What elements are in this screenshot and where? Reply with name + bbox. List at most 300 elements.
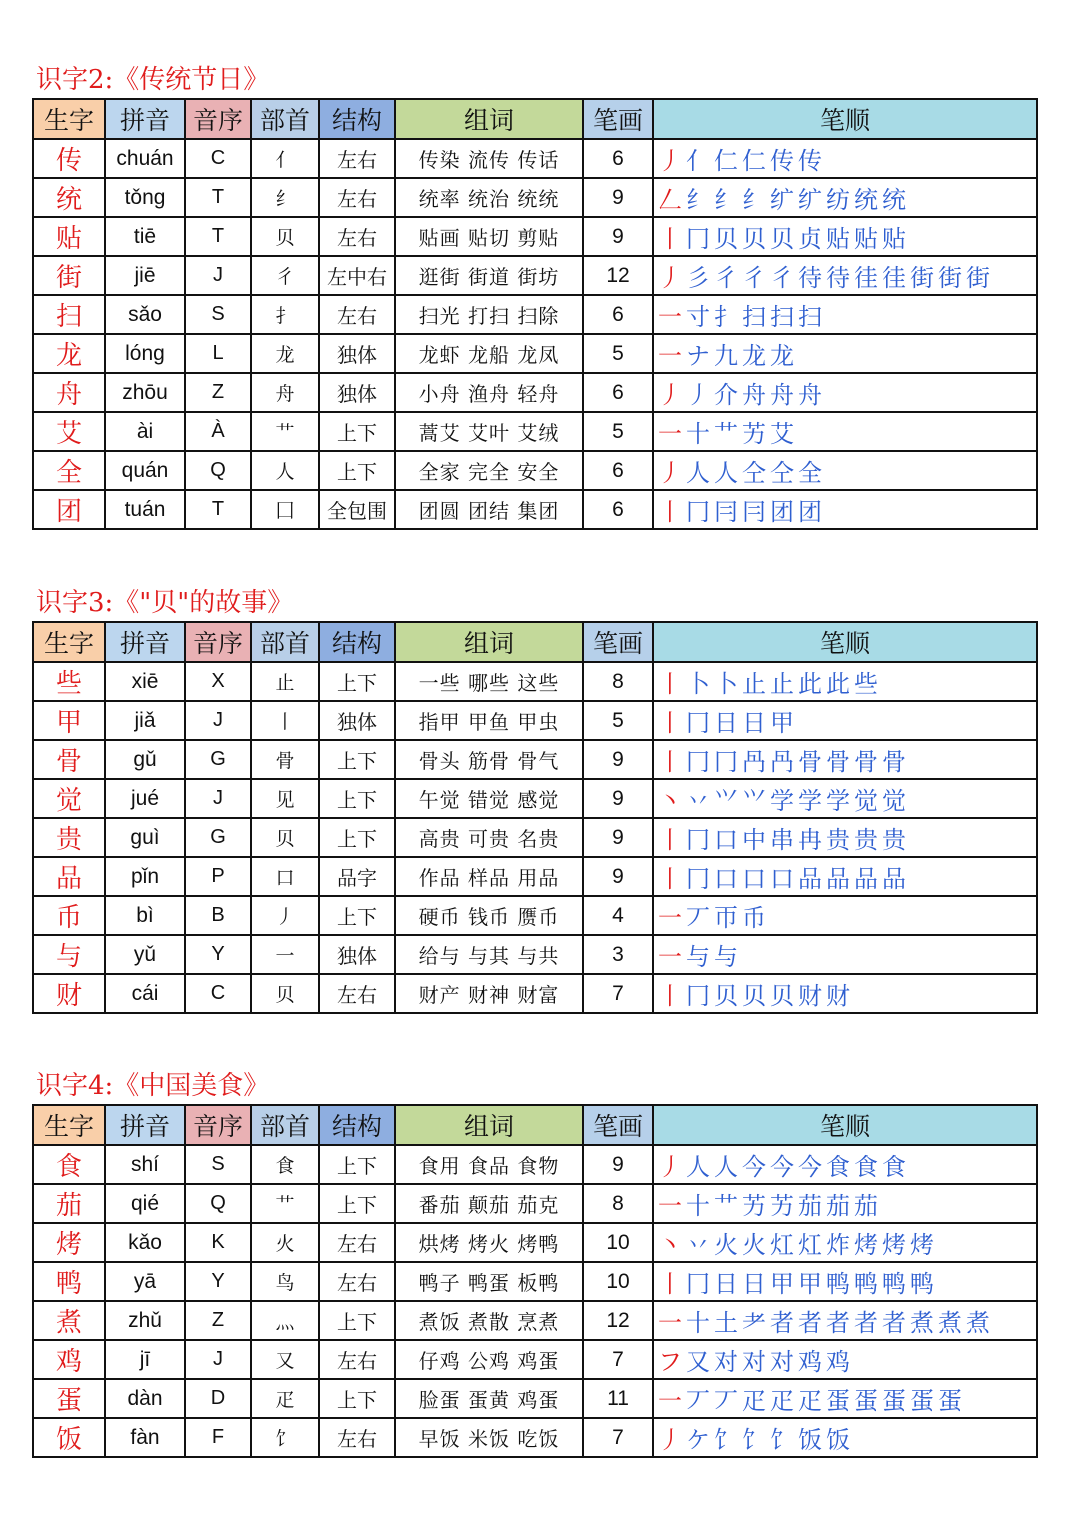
cell-order: G — [185, 818, 251, 857]
cell-strokes: 5 — [583, 701, 653, 740]
cell-char: 煮 — [33, 1301, 105, 1340]
table-row — [33, 295, 1037, 334]
stroke-step: 彡 — [686, 264, 710, 292]
cell-order: J — [185, 256, 251, 295]
table-row — [33, 896, 1037, 935]
stroke-step: 冂 — [686, 225, 710, 253]
stroke-step: 者 — [770, 1309, 794, 1337]
stroke-step: 扫 — [742, 303, 766, 331]
stroke-step: 纩 — [798, 186, 822, 214]
stroke-step: ⺍ — [714, 787, 738, 815]
cell-pinyin: chuán — [105, 139, 185, 178]
cell-words: 财产 财神 财富 — [395, 974, 583, 1013]
stroke-step: 仁 — [714, 147, 738, 175]
stroke-step: 帀 — [714, 904, 738, 932]
stroke-step: 团 — [798, 498, 822, 526]
stroke-step: 冂 — [686, 748, 710, 776]
section-2 — [32, 585, 1036, 1014]
stroke-step: 十 — [686, 420, 710, 448]
cell-order: D — [185, 1379, 251, 1418]
stroke-step: 与 — [686, 943, 710, 971]
stroke-step: 甲 — [770, 1270, 794, 1298]
vocab-table — [32, 1104, 1038, 1458]
cell-pinyin: quán — [105, 451, 185, 490]
cell-structure: 左右 — [319, 1223, 395, 1262]
stroke-step: 学 — [826, 787, 850, 815]
vocab-table — [32, 98, 1038, 530]
table-header-row — [33, 1105, 1037, 1145]
stroke-step: 冂 — [686, 498, 710, 526]
stroke-step: 贵 — [826, 826, 850, 854]
cell-sequence — [653, 256, 1037, 295]
cell-words: 午觉 错觉 感觉 — [395, 779, 583, 818]
stroke-step: 一 — [658, 303, 682, 331]
cell-char: 鸭 — [33, 1262, 105, 1301]
cell-radical: 贝 — [251, 217, 319, 256]
stroke-step: 冂 — [714, 748, 738, 776]
cell-strokes: 6 — [583, 139, 653, 178]
stroke-step: 茄 — [854, 1192, 878, 1220]
stroke-step: 丿 — [658, 1426, 682, 1454]
stroke-step: 贝 — [742, 982, 766, 1010]
cell-order: F — [185, 1418, 251, 1457]
cell-radical: 艹 — [251, 412, 319, 451]
table-row — [33, 974, 1037, 1013]
stroke-step: 冂 — [686, 709, 710, 737]
stroke-step: 者 — [854, 1309, 878, 1337]
stroke-step: 十 — [686, 1309, 710, 1337]
cell-sequence — [653, 1184, 1037, 1223]
stroke-step: 仁 — [742, 147, 766, 175]
stroke-step: 烤 — [882, 1231, 906, 1259]
cell-char: 贴 — [33, 217, 105, 256]
cell-char: 蛋 — [33, 1379, 105, 1418]
table-row — [33, 451, 1037, 490]
stroke-step: 口 — [742, 865, 766, 893]
cell-pinyin: lóng — [105, 334, 185, 373]
cell-char: 甲 — [33, 701, 105, 740]
cell-pinyin: gǔ — [105, 740, 185, 779]
cell-order: J — [185, 779, 251, 818]
stroke-step: 骨 — [882, 748, 906, 776]
cell-sequence — [653, 779, 1037, 818]
cell-structure: 左右 — [319, 1262, 395, 1301]
cell-structure: 左中右 — [319, 256, 395, 295]
table-row — [33, 178, 1037, 217]
header-sequence: 笔顺 — [653, 622, 1037, 662]
stroke-step: 待 — [798, 264, 822, 292]
stroke-step: 饣 — [714, 1426, 738, 1454]
stroke-step: 口 — [770, 865, 794, 893]
cell-words: 高贵 可贵 名贵 — [395, 818, 583, 857]
stroke-step: 彳 — [770, 264, 794, 292]
stroke-step: 艻 — [742, 1192, 766, 1220]
cell-words: 扫光 打扫 扫除 — [395, 295, 583, 334]
cell-pinyin: guì — [105, 818, 185, 857]
table-row — [33, 935, 1037, 974]
cell-sequence — [653, 1340, 1037, 1379]
stroke-step: 对 — [742, 1348, 766, 1376]
stroke-step: 土 — [714, 1309, 738, 1337]
cell-char: 鸡 — [33, 1340, 105, 1379]
cell-pinyin: yǔ — [105, 935, 185, 974]
table-row — [33, 1223, 1037, 1262]
cell-strokes: 6 — [583, 490, 653, 529]
stroke-step: 纺 — [826, 186, 850, 214]
cell-radical: 人 — [251, 451, 319, 490]
cell-sequence — [653, 1262, 1037, 1301]
cell-strokes: 6 — [583, 295, 653, 334]
cell-words: 统率 统治 统统 — [395, 178, 583, 217]
cell-radical: 龙 — [251, 334, 319, 373]
cell-structure: 左右 — [319, 139, 395, 178]
cell-order: C — [185, 974, 251, 1013]
header-pinyin: 拼音 — [105, 99, 185, 139]
cell-strokes: 5 — [583, 334, 653, 373]
table-row — [33, 139, 1037, 178]
stroke-step: 财 — [826, 982, 850, 1010]
cell-order: T — [185, 178, 251, 217]
stroke-step: 茄 — [798, 1192, 822, 1220]
stroke-step: 饭 — [798, 1426, 822, 1454]
stroke-step: 彳 — [742, 264, 766, 292]
cell-char: 骨 — [33, 740, 105, 779]
stroke-step: 蛋 — [826, 1387, 850, 1415]
stroke-step: 人 — [686, 1153, 710, 1181]
stroke-step: 炸 — [826, 1231, 850, 1259]
stroke-step: 币 — [742, 904, 766, 932]
stroke-step: 丶 — [658, 1231, 682, 1259]
cell-words: 煮饭 煮散 烹煮 — [395, 1301, 583, 1340]
stroke-step: 丨 — [658, 498, 682, 526]
stroke-step: 贴 — [854, 225, 878, 253]
header-structure: 结构 — [319, 99, 395, 139]
stroke-step: 十 — [686, 1192, 710, 1220]
cell-structure: 左右 — [319, 974, 395, 1013]
stroke-step: 统 — [882, 186, 906, 214]
stroke-step: 丨 — [658, 748, 682, 776]
table-row — [33, 818, 1037, 857]
header-radical: 部首 — [251, 99, 319, 139]
table-row — [33, 779, 1037, 818]
header-sequence: 笔顺 — [653, 1105, 1037, 1145]
stroke-step: 火 — [742, 1231, 766, 1259]
cell-structure: 上下 — [319, 896, 395, 935]
stroke-step: 烤 — [910, 1231, 934, 1259]
table-row — [33, 1184, 1037, 1223]
table-row — [33, 256, 1037, 295]
cell-sequence — [653, 295, 1037, 334]
header-pinyin: 拼音 — [105, 1105, 185, 1145]
cell-radical: 止 — [251, 662, 319, 701]
cell-strokes: 8 — [583, 1184, 653, 1223]
stroke-step: 饣 — [770, 1426, 794, 1454]
cell-order: G — [185, 740, 251, 779]
cell-sequence — [653, 974, 1037, 1013]
stroke-step: 耂 — [742, 1309, 766, 1337]
stroke-step: 人 — [686, 459, 710, 487]
cell-structure: 左右 — [319, 178, 395, 217]
cell-pinyin: bì — [105, 896, 185, 935]
stroke-step: 骨 — [826, 748, 850, 776]
table-row — [33, 1262, 1037, 1301]
stroke-step: 食 — [854, 1153, 878, 1181]
header-order: 音序 — [185, 622, 251, 662]
cell-char: 舟 — [33, 373, 105, 412]
stroke-step: 一 — [658, 943, 682, 971]
stroke-step: ケ — [686, 1426, 710, 1454]
stroke-step: 冂 — [686, 982, 710, 1010]
stroke-step: 舟 — [798, 381, 822, 409]
cell-structure: 上下 — [319, 740, 395, 779]
stroke-step: 又 — [686, 1348, 710, 1376]
stroke-step: 丿 — [658, 1153, 682, 1181]
header-radical: 部首 — [251, 1105, 319, 1145]
stroke-step: 煮 — [938, 1309, 962, 1337]
cell-radical: 饣 — [251, 1418, 319, 1457]
cell-structure: 上下 — [319, 1301, 395, 1340]
stroke-step: 一 — [658, 1192, 682, 1220]
cell-radical: 骨 — [251, 740, 319, 779]
cell-words: 团圆 团结 集团 — [395, 490, 583, 529]
stroke-step: 灴 — [798, 1231, 822, 1259]
stroke-step: 煮 — [910, 1309, 934, 1337]
stroke-step: 一 — [658, 342, 682, 370]
stroke-step: 人 — [714, 459, 738, 487]
cell-char: 些 — [33, 662, 105, 701]
header-char: 生字 — [33, 99, 105, 139]
stroke-step: 一 — [658, 1387, 682, 1415]
cell-order: Z — [185, 1301, 251, 1340]
cell-order: J — [185, 701, 251, 740]
stroke-step: 仝 — [770, 459, 794, 487]
stroke-step: 龙 — [742, 342, 766, 370]
cell-char: 统 — [33, 178, 105, 217]
cell-strokes: 12 — [583, 1301, 653, 1340]
header-char: 生字 — [33, 622, 105, 662]
stroke-step: 冂 — [686, 865, 710, 893]
cell-pinyin: dàn — [105, 1379, 185, 1418]
stroke-step: 一 — [658, 904, 682, 932]
cell-structure: 上下 — [319, 818, 395, 857]
stroke-step: 冂 — [686, 1270, 710, 1298]
stroke-step: 冎 — [742, 748, 766, 776]
cell-pinyin: tiē — [105, 217, 185, 256]
section-title: 识字4:《中国美食》 — [36, 1071, 270, 1101]
stroke-step: 扌 — [714, 303, 738, 331]
table-row — [33, 701, 1037, 740]
cell-pinyin: ài — [105, 412, 185, 451]
cell-words: 小舟 渔舟 轻舟 — [395, 373, 583, 412]
cell-order: B — [185, 896, 251, 935]
cell-sequence — [653, 1418, 1037, 1457]
cell-char: 财 — [33, 974, 105, 1013]
cell-order: Q — [185, 1184, 251, 1223]
stroke-step: 贴 — [882, 225, 906, 253]
cell-char: 饭 — [33, 1418, 105, 1457]
table-row — [33, 740, 1037, 779]
stroke-step: 贝 — [770, 982, 794, 1010]
cell-pinyin: xiē — [105, 662, 185, 701]
cell-order: L — [185, 334, 251, 373]
stroke-step: 日 — [742, 709, 766, 737]
stroke-step: 煮 — [966, 1309, 990, 1337]
stroke-step: 鸭 — [882, 1270, 906, 1298]
stroke-step: 丆 — [714, 1387, 738, 1415]
cell-words: 给与 与其 与共 — [395, 935, 583, 974]
stroke-step: 此 — [826, 670, 850, 698]
header-char: 生字 — [33, 1105, 105, 1145]
table-row — [33, 1145, 1037, 1184]
stroke-step: 丿 — [658, 147, 682, 175]
stroke-step: 蛋 — [910, 1387, 934, 1415]
stroke-step: 一 — [658, 1309, 682, 1337]
cell-pinyin: kǎo — [105, 1223, 185, 1262]
stroke-step: 贞 — [798, 225, 822, 253]
cell-strokes: 7 — [583, 1418, 653, 1457]
cell-order: J — [185, 1340, 251, 1379]
cell-char: 街 — [33, 256, 105, 295]
stroke-step: 中 — [742, 826, 766, 854]
cell-sequence — [653, 935, 1037, 974]
cell-radical: 艹 — [251, 1184, 319, 1223]
cell-structure: 上下 — [319, 1379, 395, 1418]
cell-strokes: 3 — [583, 935, 653, 974]
stroke-step: 仝 — [742, 459, 766, 487]
stroke-step: 丨 — [658, 1270, 682, 1298]
stroke-step: 骨 — [854, 748, 878, 776]
stroke-step: 亻 — [686, 147, 710, 175]
cell-strokes: 4 — [583, 896, 653, 935]
stroke-step: 今 — [798, 1153, 822, 1181]
stroke-step: 财 — [798, 982, 822, 1010]
stroke-step: 鸭 — [854, 1270, 878, 1298]
cell-radical: 纟 — [251, 178, 319, 217]
stroke-step: 鸭 — [910, 1270, 934, 1298]
cell-order: T — [185, 217, 251, 256]
table-row — [33, 1340, 1037, 1379]
stroke-step: ナ — [686, 342, 710, 370]
cell-strokes: 11 — [583, 1379, 653, 1418]
table-header-row — [33, 99, 1037, 139]
cell-sequence — [653, 334, 1037, 373]
stroke-step: 统 — [854, 186, 878, 214]
stroke-step: 艻 — [770, 1192, 794, 1220]
cell-sequence — [653, 451, 1037, 490]
cell-char: 贵 — [33, 818, 105, 857]
cell-strokes: 9 — [583, 779, 653, 818]
stroke-step: 丨 — [658, 670, 682, 698]
stroke-step: 茄 — [826, 1192, 850, 1220]
stroke-step: 全 — [798, 459, 822, 487]
stroke-step: 丿 — [658, 264, 682, 292]
cell-pinyin: jī — [105, 1340, 185, 1379]
table-row — [33, 334, 1037, 373]
stroke-step: 纟 — [742, 186, 766, 214]
section-3 — [32, 1068, 1036, 1458]
table-row — [33, 662, 1037, 701]
stroke-step: 冂 — [686, 826, 710, 854]
cell-words: 逛街 街道 街坊 — [395, 256, 583, 295]
cell-structure: 全包围 — [319, 490, 395, 529]
header-words: 组词 — [395, 99, 583, 139]
stroke-step: 口 — [714, 865, 738, 893]
stroke-step: 冃 — [742, 498, 766, 526]
cell-radical: 火 — [251, 1223, 319, 1262]
stroke-step: 对 — [714, 1348, 738, 1376]
stroke-step: 冉 — [798, 826, 822, 854]
stroke-step: 丿 — [658, 381, 682, 409]
cell-radical: 又 — [251, 1340, 319, 1379]
cell-words: 蒿艾 艾叶 艾绒 — [395, 412, 583, 451]
stroke-step: 学 — [770, 787, 794, 815]
stroke-step: 觉 — [882, 787, 906, 815]
cell-structure: 上下 — [319, 662, 395, 701]
cell-radical: 丨 — [251, 701, 319, 740]
cell-strokes: 8 — [583, 662, 653, 701]
cell-words: 骨头 筋骨 骨气 — [395, 740, 583, 779]
cell-pinyin: pǐn — [105, 857, 185, 896]
cell-structure: 上下 — [319, 1145, 395, 1184]
stroke-step: 冃 — [714, 498, 738, 526]
cell-order: Y — [185, 1262, 251, 1301]
stroke-step: 品 — [798, 865, 822, 893]
stroke-step: 纟 — [686, 186, 710, 214]
stroke-step: 卜 — [714, 670, 738, 698]
header-words: 组词 — [395, 622, 583, 662]
stroke-step: 今 — [770, 1153, 794, 1181]
stroke-step: 品 — [854, 865, 878, 893]
table-row — [33, 373, 1037, 412]
stroke-step: 烤 — [854, 1231, 878, 1259]
section-title: 识字3:《"贝"的故事》 — [36, 588, 294, 618]
cell-strokes: 5 — [583, 412, 653, 451]
cell-structure: 左右 — [319, 1340, 395, 1379]
cell-sequence — [653, 740, 1037, 779]
stroke-step: 待 — [826, 264, 850, 292]
cell-strokes: 9 — [583, 178, 653, 217]
stroke-step: 日 — [742, 1270, 766, 1298]
cell-order: X — [185, 662, 251, 701]
stroke-step: 纟 — [714, 186, 738, 214]
cell-words: 仔鸡 公鸡 鸡蛋 — [395, 1340, 583, 1379]
cell-order: Y — [185, 935, 251, 974]
table-row — [33, 490, 1037, 529]
cell-pinyin: cái — [105, 974, 185, 1013]
cell-pinyin: jiǎ — [105, 701, 185, 740]
stroke-step: 者 — [882, 1309, 906, 1337]
cell-radical: 舟 — [251, 373, 319, 412]
cell-strokes: 7 — [583, 1340, 653, 1379]
cell-sequence — [653, 139, 1037, 178]
stroke-step: 甲 — [770, 709, 794, 737]
stroke-step: 些 — [854, 670, 878, 698]
table-row — [33, 217, 1037, 256]
cell-radical: 一 — [251, 935, 319, 974]
cell-words: 龙虾 龙船 龙凤 — [395, 334, 583, 373]
table-header-row — [33, 622, 1037, 662]
stroke-step: 贵 — [882, 826, 906, 854]
stroke-step: 饣 — [742, 1426, 766, 1454]
stroke-step: 艹 — [714, 420, 738, 448]
cell-char: 扫 — [33, 295, 105, 334]
stroke-step: 贝 — [770, 225, 794, 253]
stroke-step: 传 — [770, 147, 794, 175]
stroke-step: 一 — [658, 420, 682, 448]
stroke-step: 鸡 — [798, 1348, 822, 1376]
table-row — [33, 412, 1037, 451]
cell-char: 全 — [33, 451, 105, 490]
